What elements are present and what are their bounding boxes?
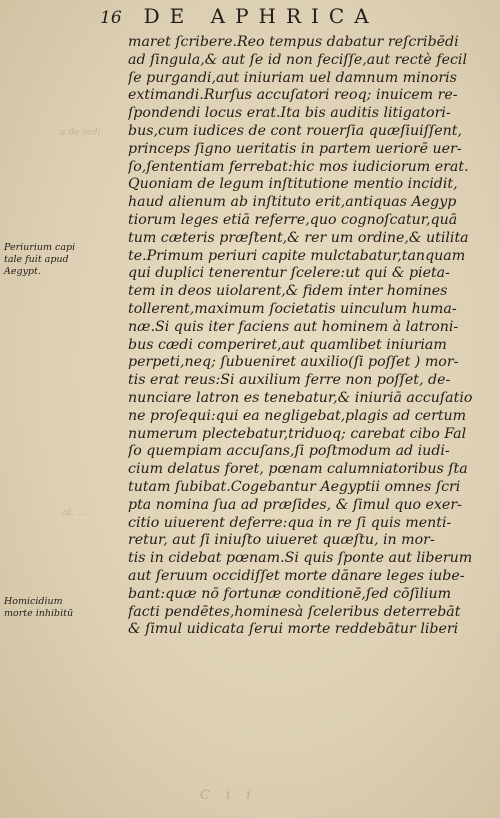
text-line: nunciare latron es tenebatur,& iniuriā accuſatio [128, 389, 473, 406]
running-title: DE APHRICA [143, 4, 379, 28]
text-line: tum cæteris præſtent,& rer um ordine,& utilita [128, 229, 469, 246]
text-line: tis erat reus:Si auxilium ferre non poſſet, de- [128, 372, 451, 389]
marginal-line: Aegypt. [4, 266, 41, 277]
text-line: haud alienum ab inſtituto erit,antiquas Aegyp [128, 194, 457, 211]
text-line: qui duplici tenerentur ſcelere:ut qui & pieta- [128, 265, 450, 282]
text-line: bus cædi comperiret,aut quamlibet iniuriam [128, 336, 447, 353]
folio-number: 16 [100, 8, 122, 28]
text-line: ſo quempiam accuſans,ſi poſtmodum ad iudi- [128, 443, 450, 460]
text-line: tis in cidebat pœnam.Si quis ſponte aut liberum [128, 550, 473, 567]
marginal-note-homicidium [4, 596, 124, 620]
bleed-through-text: a de ordi [60, 128, 101, 138]
text-line: perpeti,neq; ſubueniret auxilio(ſi poſſet ) mor- [128, 354, 459, 371]
text-line: ſo,ſententiam ferrebat:hic mos iudiciorum erat. [128, 158, 469, 175]
text-line: næ.Si quis iter faciens aut hominem à latroni- [128, 318, 459, 335]
text-line: ſe purgandi,aut iniuriam uel damnum minoris [128, 69, 457, 86]
text-line: citio uiuerent deferre:qua in re ſi quis menti- [128, 514, 452, 531]
marginal-line: tale fuit apud [4, 254, 69, 265]
text-line: cium delatus foret, pœnam calumniatoribus ſta [128, 461, 468, 478]
text-line: extimandi.Rurſus accuſatori reoq; inuicem re- [128, 87, 458, 104]
text-line: facti pendētes,hominesà ſceleribus deterrebāt [128, 603, 461, 620]
bleed-through-text: .ol. ... [60, 508, 86, 518]
text-line: bant:quæ nō fortunæ conditionē,ſed cōſilium [128, 585, 452, 602]
text-line: te.Primum periuri capite mulctabatur,tanquam [128, 247, 466, 264]
text-line: numerum plectebatur,triduoq; carebat cibo Fal [128, 425, 467, 442]
text-line: tiorum leges etiā referre,quo cognoſcatur,quā [128, 211, 458, 228]
marginal-line: Homicidium [4, 596, 63, 607]
text-line: tutam ſubibat.Cogebantur Aegyptii omnes ſcri [128, 478, 461, 495]
text-line: ne proſequi:qui ea negligebat,plagis ad certum [128, 407, 467, 424]
text-line: ſpondendi locus erat.Ita bis auditis litigatori- [128, 105, 451, 122]
text-line: retur, aut ſi iniuſto uiueret quæſtu, in mor- [128, 532, 435, 549]
bleed-through-signature: C i i [200, 788, 257, 803]
marginal-line: Periurium capi [4, 242, 76, 253]
text-line: pta nomina ſua ad præſides, & ſimul quo exer- [128, 496, 462, 513]
text-line: tem in deos uiolarent,& fidem inter homines [128, 283, 448, 300]
marginal-note-periurium [4, 242, 124, 278]
text-line: maret ſcribere.Reo tempus dabatur reſcribēdi [128, 34, 459, 50]
marginal-line: morte inhibitū [4, 608, 74, 619]
page-header [100, 4, 480, 30]
text-line: Quoniam de legum inſtitutione mentio incidit, [128, 176, 458, 193]
text-line: bus,cum iudices de cont rouerſia quæſiuiſſent, [128, 122, 462, 139]
text-line: princeps ſigno ueritatis in partem ueriorē uer- [128, 140, 462, 157]
text-line: ad ſingula,& aut ſe id non feciſſe,aut rectè fecil [128, 51, 468, 68]
body-text [128, 34, 488, 639]
text-line: & ſimul uidicata ſerui morte reddebātur liberi [128, 621, 459, 638]
text-line: aut ſeruum occidiſſet morte dānare leges iube- [128, 567, 465, 584]
text-line: tollerent,maximum ſocietatis uinculum huma- [128, 300, 457, 317]
